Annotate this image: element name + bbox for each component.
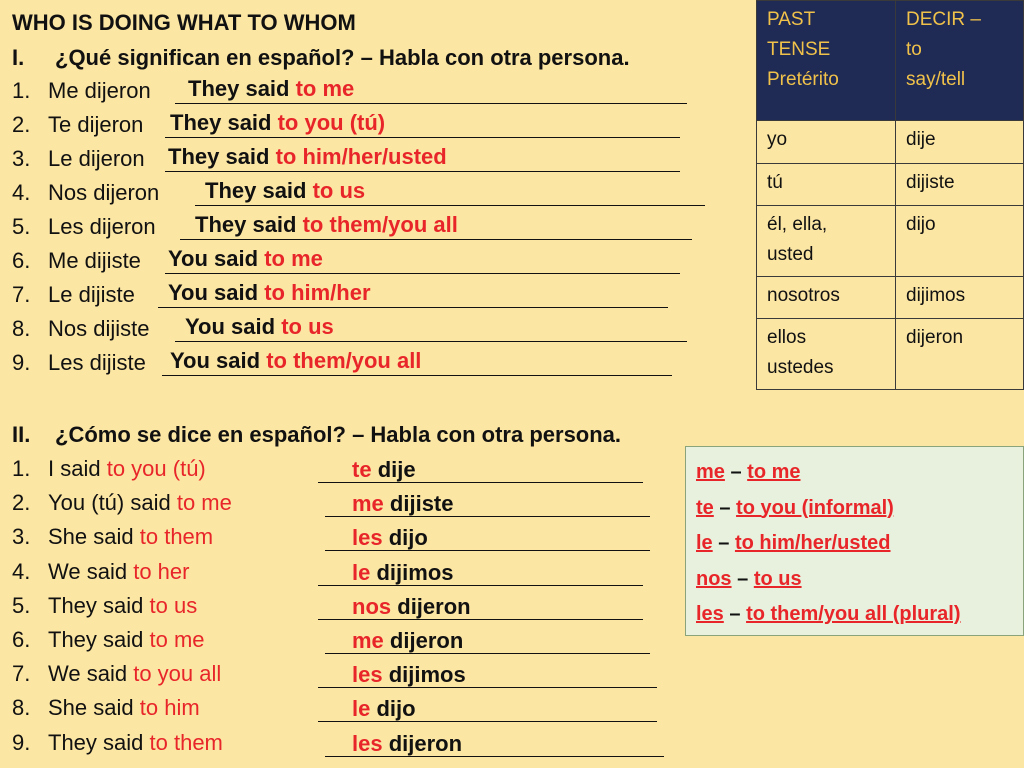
english-prompt bbox=[48, 695, 200, 721]
spanish-phrase: Te dijeron bbox=[48, 112, 144, 137]
spanish-phrase: Nos dijeron bbox=[48, 180, 160, 205]
answer-text bbox=[352, 628, 463, 654]
prompt-object: to us bbox=[149, 592, 198, 618]
answer-object: to me bbox=[295, 76, 355, 101]
english-prompt bbox=[48, 559, 189, 585]
verb-form-cell: dije bbox=[896, 121, 1024, 163]
answer-text bbox=[352, 525, 428, 551]
answer-text bbox=[352, 696, 416, 722]
spanish-phrase: Le dijeron bbox=[48, 146, 145, 171]
answer-object: to you (tú) bbox=[277, 110, 386, 135]
answer-blank bbox=[195, 205, 705, 206]
section1-roman: I. bbox=[12, 45, 25, 70]
legend-dash: – bbox=[737, 567, 749, 590]
legend-dash: – bbox=[719, 496, 731, 519]
item-number: 8. bbox=[12, 695, 31, 721]
pronoun-line: ellos bbox=[767, 327, 807, 349]
section2-title: ¿Cómo se dice en español? – Habla con otra persona. bbox=[55, 422, 622, 447]
answer-verb: dijeron bbox=[397, 593, 471, 619]
answer-verb: dije bbox=[377, 457, 416, 482]
english-prompt bbox=[48, 661, 221, 687]
legend-dash: – bbox=[718, 532, 730, 554]
item-number: 2. bbox=[12, 490, 31, 516]
item-number: 3. bbox=[12, 524, 31, 550]
legend-dash: – bbox=[730, 461, 742, 483]
item-number: 2. bbox=[12, 112, 31, 137]
answer-subject: You said bbox=[185, 314, 276, 339]
item-number: 9. bbox=[12, 729, 31, 755]
answer-verb: dijeron bbox=[389, 628, 464, 653]
legend-pronoun: nos bbox=[696, 567, 732, 590]
pronoun-line: ustedes bbox=[767, 357, 834, 379]
prompt-subject: We said bbox=[48, 661, 128, 687]
section2-roman: II. bbox=[12, 422, 31, 447]
header-tense-line: TENSE bbox=[767, 39, 831, 60]
answer-subject: They said bbox=[195, 212, 297, 237]
answer-pronoun: les bbox=[352, 525, 383, 551]
answer-blank bbox=[162, 375, 672, 376]
legend-dash: – bbox=[729, 603, 741, 625]
answer-subject: You said bbox=[170, 348, 261, 373]
answer-text bbox=[352, 457, 416, 483]
item-number: 6. bbox=[12, 627, 31, 652]
item-number: 1. bbox=[12, 78, 31, 103]
answer-text bbox=[205, 178, 365, 204]
english-prompt bbox=[48, 456, 206, 482]
answer-blank bbox=[175, 341, 687, 342]
prompt-object: to him bbox=[139, 695, 200, 721]
verb-form-cell: dijiste bbox=[896, 163, 1024, 205]
header-tense-line: PAST bbox=[767, 9, 816, 30]
spanish-phrase: Le dijiste bbox=[48, 282, 135, 307]
legend-pronoun: me bbox=[696, 461, 725, 483]
verb-form-cell: dijo bbox=[896, 206, 1024, 277]
answer-subject: They said bbox=[188, 76, 290, 101]
item-number: 4. bbox=[12, 180, 31, 205]
legend-pronoun: te bbox=[696, 496, 714, 519]
answer-text bbox=[188, 76, 354, 102]
spanish-phrase: Nos dijiste bbox=[48, 316, 150, 341]
pronoun-line: él, ella, bbox=[767, 214, 828, 236]
answer-verb: dijeron bbox=[388, 730, 463, 756]
section1-title: ¿Qué significan en español? – Habla con otra persona. bbox=[55, 45, 630, 70]
prompt-subject: She said bbox=[48, 524, 134, 550]
prompt-subject: They said bbox=[48, 627, 144, 652]
legend-row bbox=[696, 530, 891, 556]
pronoun-cell bbox=[757, 319, 896, 390]
legend-row bbox=[696, 566, 802, 592]
english-prompt bbox=[48, 627, 205, 653]
prompt-object: to me bbox=[176, 490, 232, 516]
answer-blank bbox=[165, 171, 680, 172]
prompt-object: to you all bbox=[133, 661, 222, 687]
answer-blank bbox=[165, 137, 680, 138]
answer-verb: dijimos bbox=[376, 559, 454, 585]
answer-subject: They said bbox=[168, 144, 270, 169]
answer-object: to them/you all bbox=[266, 348, 422, 373]
pronoun-legend bbox=[685, 446, 1024, 636]
pronoun-cell: nosotros bbox=[757, 276, 896, 318]
item-number: 4. bbox=[12, 558, 31, 584]
answer-pronoun: nos bbox=[352, 593, 392, 619]
answer-object: to us bbox=[312, 178, 366, 203]
answer-text bbox=[168, 144, 447, 170]
prompt-subject: They said bbox=[48, 729, 144, 755]
legend-meaning: to him/her/usted bbox=[734, 532, 891, 554]
table-header-verb bbox=[896, 1, 1024, 121]
answer-object: to me bbox=[264, 246, 323, 271]
english-prompt bbox=[48, 490, 232, 516]
answer-verb: dijo bbox=[388, 525, 428, 551]
item-number: 3. bbox=[12, 146, 31, 171]
answer-text bbox=[168, 280, 371, 306]
legend-meaning: to them/you all (plural) bbox=[746, 603, 961, 625]
answer-text bbox=[352, 560, 454, 586]
answer-text bbox=[352, 731, 462, 757]
answer-verb: dijimos bbox=[388, 662, 466, 688]
answer-text bbox=[170, 348, 421, 374]
verb-form-cell: dijimos bbox=[896, 276, 1024, 318]
answer-text bbox=[352, 594, 471, 620]
answer-pronoun: me bbox=[352, 628, 384, 653]
answer-blank bbox=[165, 273, 680, 274]
item-number: 5. bbox=[12, 592, 31, 618]
legend-row bbox=[696, 495, 894, 521]
table-row bbox=[757, 276, 1024, 318]
verb-form-cell: dijeron bbox=[896, 319, 1024, 390]
legend-pronoun: les bbox=[696, 603, 724, 625]
worksheet-heading: WHO IS DOING WHAT TO WHOM bbox=[12, 10, 356, 35]
answer-object: to him/her bbox=[264, 280, 371, 305]
answer-blank bbox=[175, 103, 687, 104]
spanish-phrase: Les dijiste bbox=[48, 350, 146, 375]
table-header-tense bbox=[757, 1, 896, 121]
legend-pronoun: le bbox=[696, 532, 713, 554]
item-number: 6. bbox=[12, 248, 31, 273]
prompt-object: to me bbox=[149, 627, 205, 652]
prompt-object: to them bbox=[139, 524, 214, 550]
pronoun-cell: yo bbox=[757, 121, 896, 163]
answer-object: to him/her/usted bbox=[275, 144, 447, 169]
conjugation-table bbox=[756, 0, 1024, 390]
header-verb-line: to bbox=[906, 39, 922, 60]
table-row bbox=[757, 206, 1024, 277]
english-prompt bbox=[48, 593, 197, 619]
pronoun-line: usted bbox=[767, 244, 814, 266]
answer-text bbox=[185, 314, 334, 340]
header-tense-line: Pretérito bbox=[767, 69, 839, 90]
prompt-object: to you (tú) bbox=[106, 456, 206, 481]
item-number: 9. bbox=[12, 350, 31, 375]
spanish-phrase: Me dijeron bbox=[48, 78, 151, 103]
table-row bbox=[757, 121, 1024, 163]
prompt-subject: She said bbox=[48, 695, 134, 721]
prompt-subject: You (tú) said bbox=[48, 490, 171, 516]
legend-row bbox=[696, 601, 961, 627]
pronoun-cell: tú bbox=[757, 163, 896, 205]
answer-subject: They said bbox=[170, 110, 272, 135]
answer-text bbox=[352, 491, 454, 517]
item-number: 7. bbox=[12, 282, 31, 307]
legend-meaning: to me bbox=[747, 461, 801, 483]
item-number: 7. bbox=[12, 661, 31, 687]
answer-blank bbox=[158, 307, 668, 308]
english-prompt bbox=[48, 524, 213, 550]
answer-verb: dijo bbox=[376, 696, 416, 722]
header-verb-line: say/tell bbox=[906, 69, 966, 90]
prompt-object: to her bbox=[133, 558, 190, 584]
pronoun-cell bbox=[757, 206, 896, 277]
table-row bbox=[757, 319, 1024, 390]
answer-verb: dijiste bbox=[389, 491, 454, 517]
spanish-phrase: Les dijeron bbox=[48, 214, 156, 239]
prompt-object: to them bbox=[149, 729, 223, 755]
answer-blank bbox=[180, 239, 692, 240]
english-prompt bbox=[48, 730, 223, 756]
legend-row bbox=[696, 459, 801, 485]
answer-pronoun: le bbox=[352, 696, 371, 722]
answer-object: to us bbox=[281, 314, 334, 339]
item-number: 1. bbox=[12, 456, 31, 481]
answer-pronoun: les bbox=[352, 730, 383, 756]
prompt-subject: We said bbox=[48, 558, 128, 584]
answer-subject: You said bbox=[168, 280, 259, 305]
item-number: 5. bbox=[12, 214, 31, 239]
answer-pronoun: te bbox=[352, 457, 372, 482]
answer-subject: They said bbox=[205, 178, 307, 203]
answer-text bbox=[195, 212, 458, 238]
legend-meaning: to us bbox=[753, 567, 802, 590]
spanish-phrase: Me dijiste bbox=[48, 248, 141, 273]
legend-meaning: to you (informal) bbox=[736, 496, 894, 519]
answer-text bbox=[170, 110, 385, 136]
prompt-subject: They said bbox=[48, 592, 144, 618]
header-verb-line: DECIR – bbox=[906, 9, 981, 30]
answer-text bbox=[352, 662, 466, 688]
answer-text bbox=[168, 246, 323, 272]
answer-subject: You said bbox=[168, 246, 259, 271]
answer-pronoun: le bbox=[352, 559, 371, 585]
answer-pronoun: les bbox=[352, 662, 383, 688]
answer-pronoun: me bbox=[352, 491, 384, 517]
prompt-subject: I said bbox=[48, 456, 101, 481]
item-number: 8. bbox=[12, 316, 31, 341]
table-row bbox=[757, 163, 1024, 205]
answer-object: to them/you all bbox=[302, 212, 458, 237]
